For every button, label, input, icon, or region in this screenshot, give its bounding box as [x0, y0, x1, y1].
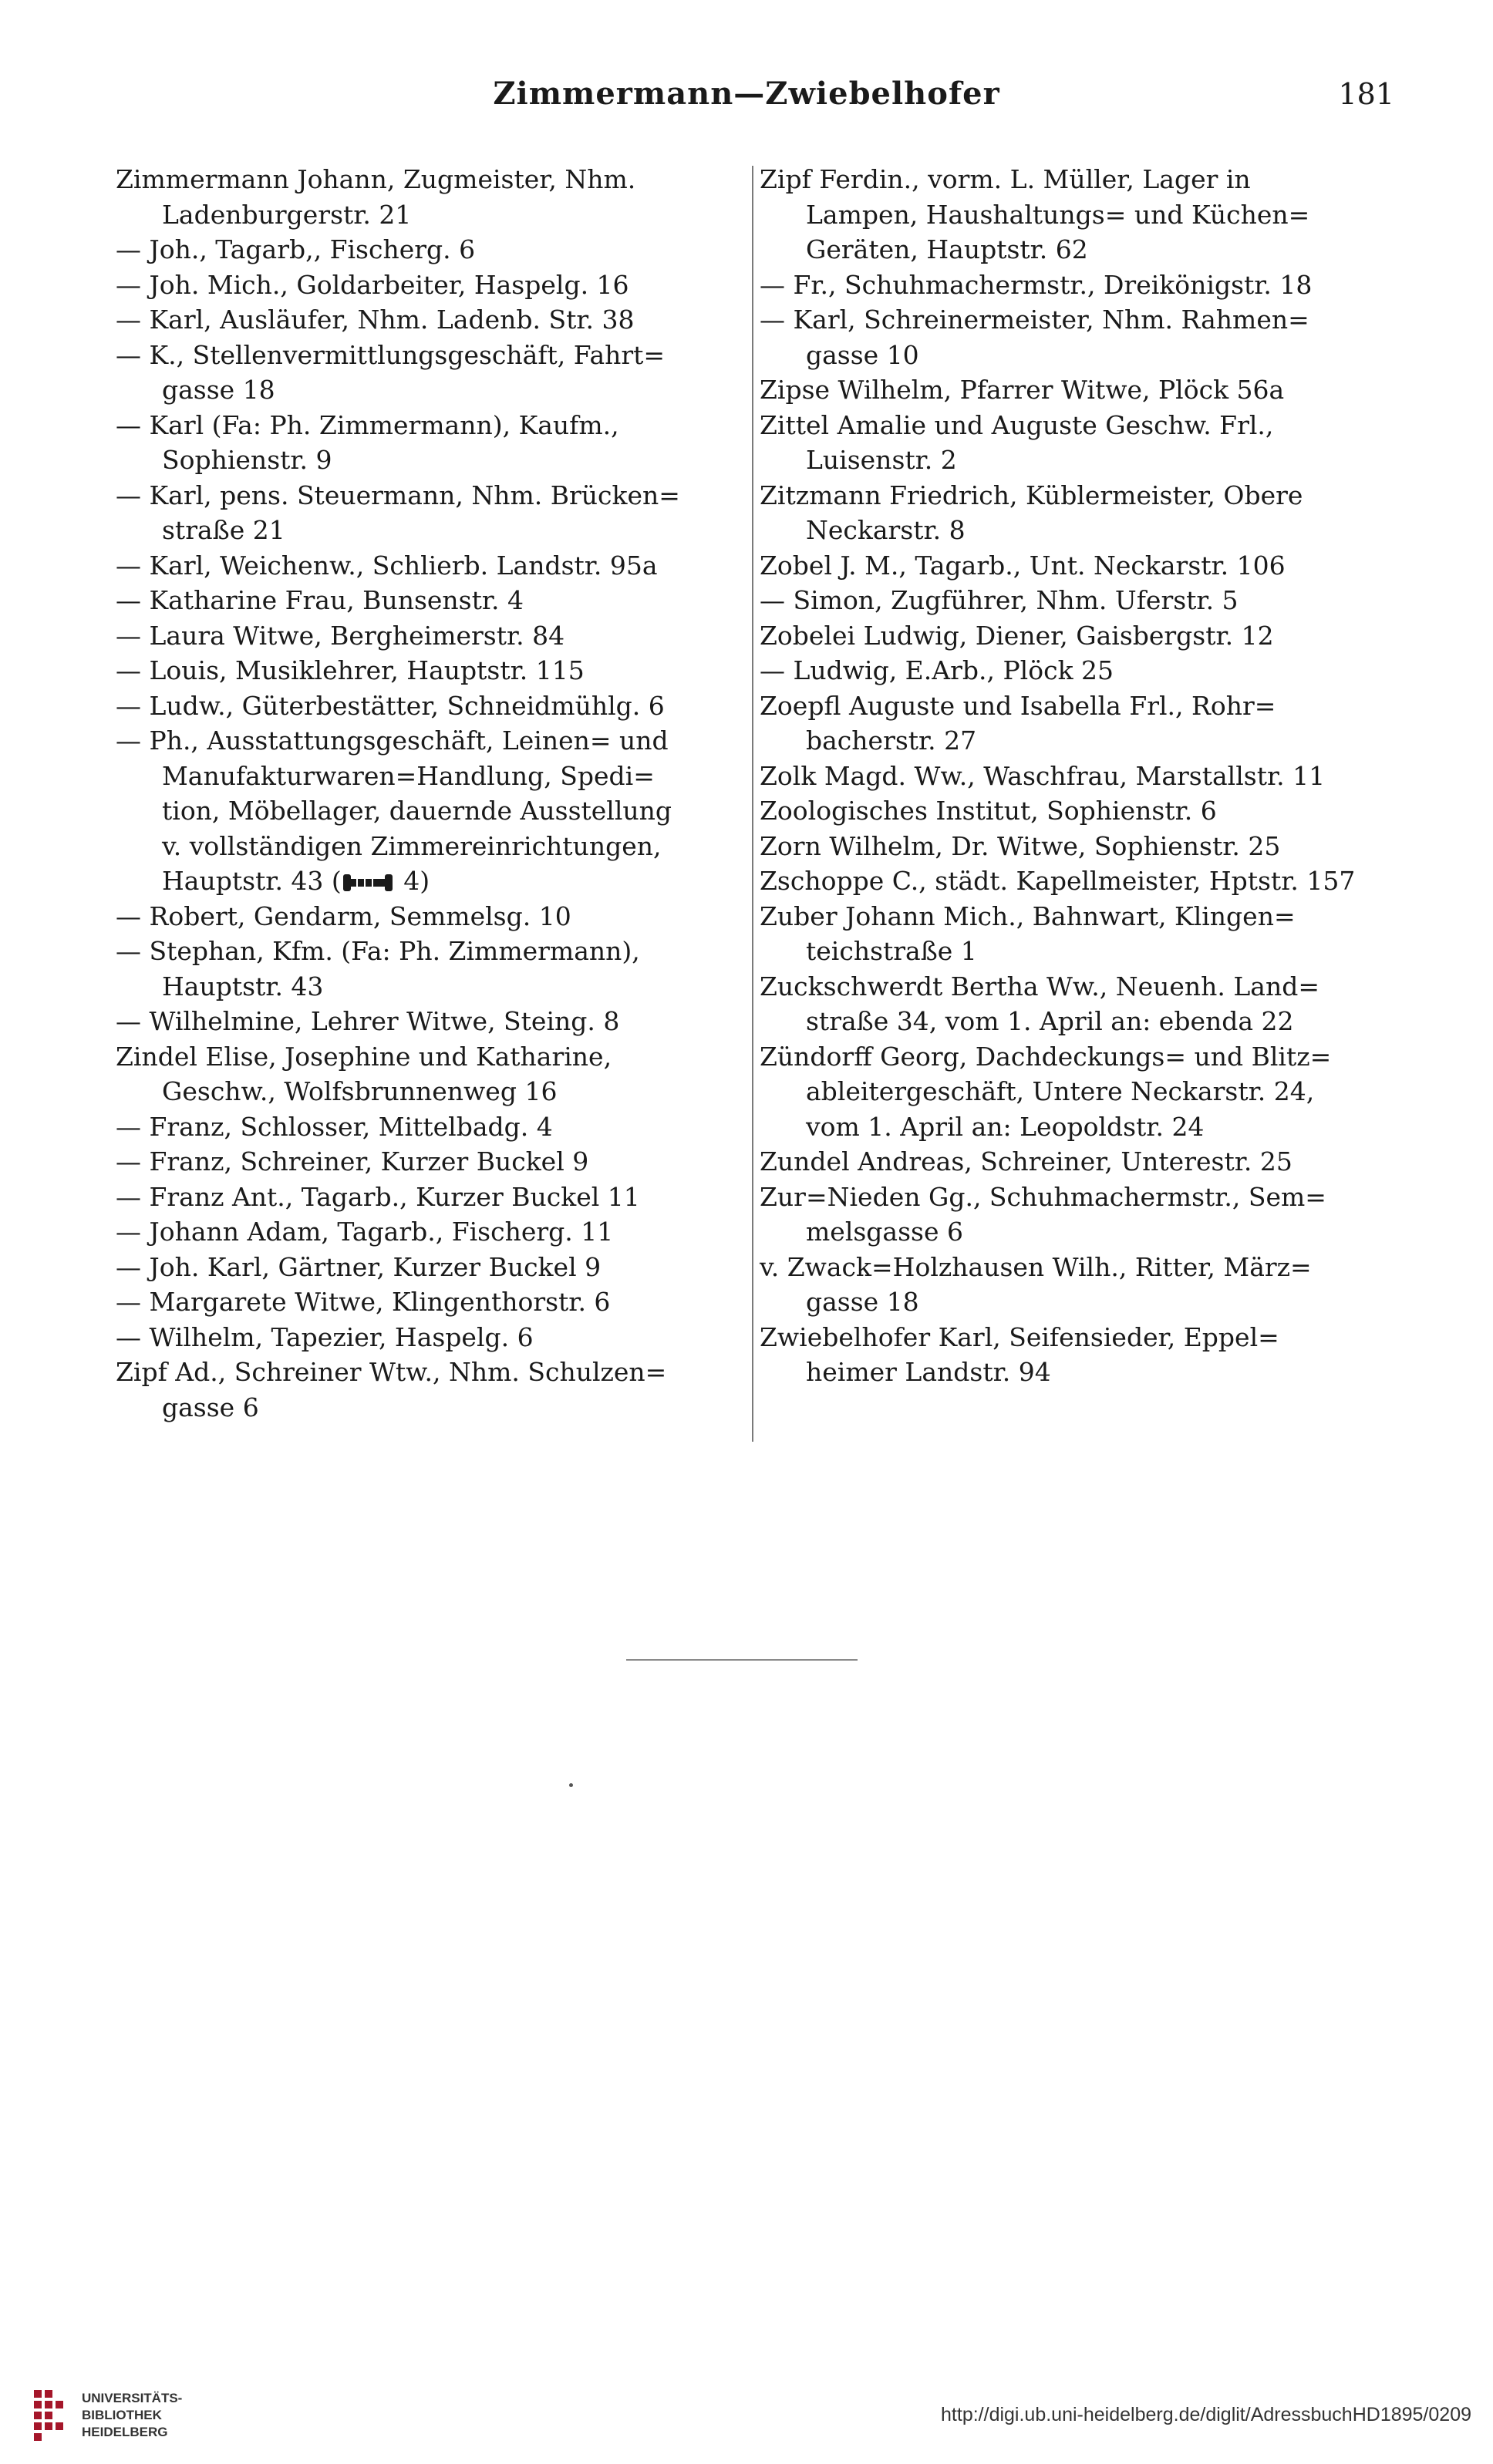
- directory-entry: — Karl (Fa: Ph. Zimmermann), Kaufm.,: [116, 409, 619, 440]
- directory-entry: — Margarete Witwe, Klingenthorstr. 6: [116, 1287, 611, 1317]
- directory-entry: melsgasse 6: [806, 1217, 963, 1247]
- directory-entry: Zipse Wilhelm, Pfarrer Witwe, Plöck 56a: [760, 375, 1285, 405]
- directory-entry: bacherstr. 27: [806, 725, 977, 756]
- directory-entry: Zundel Andreas, Schreiner, Unterestr. 25: [760, 1146, 1292, 1176]
- directory-entry: v. vollständigen Zimmereinrichtungen,: [162, 830, 662, 861]
- directory-entry: — Stephan, Kfm. (Fa: Ph. Zimmermann),: [116, 936, 640, 966]
- directory-entry: Zindel Elise, Josephine und Katharine,: [116, 1041, 612, 1072]
- directory-entry: — Katharine Frau, Bunsenstr. 4: [116, 585, 524, 615]
- right-column: [760, 162, 1392, 1390]
- directory-entry: Zwiebelhofer Karl, Seifensieder, Eppel=: [760, 1321, 1279, 1352]
- column-divider: [752, 166, 753, 1442]
- directory-entry: — Simon, Zugführer, Nhm. Uferstr. 5: [760, 585, 1239, 615]
- directory-entry: Zoologisches Institut, Sophienstr. 6: [760, 796, 1217, 826]
- directory-entry: ableitergeschäft, Untere Neckarstr. 24,: [806, 1076, 1315, 1106]
- directory-entry: — Laura Witwe, Bergheimerstr. 84: [116, 620, 565, 651]
- entry-text: Hauptstr. 43 (: [162, 866, 342, 896]
- ink-speck: [569, 1783, 573, 1787]
- directory-entry: Zur=Nieden Gg., Schuhmachermstr., Sem=: [760, 1181, 1326, 1212]
- directory-entry: — Joh. Mich., Goldarbeiter, Haspelg. 16: [116, 269, 629, 300]
- directory-entry: gasse 10: [806, 339, 919, 370]
- footer-rule: [626, 1659, 858, 1661]
- directory-entry: — Robert, Gendarm, Semmelsg. 10: [116, 900, 571, 931]
- directory-entry: Neckarstr. 8: [806, 515, 966, 545]
- directory-entry: — Karl, Ausläufer, Nhm. Ladenb. Str. 38: [116, 305, 635, 335]
- directory-entry: Hauptstr. 43: [162, 971, 324, 1001]
- directory-entry: Lampen, Haushaltungs= und Küchen=: [806, 199, 1310, 230]
- directory-entry: — Wilhelmine, Lehrer Witwe, Steing. 8: [116, 1006, 620, 1036]
- directory-entry: Zschoppe C., städt. Kapellmeister, Hptstr. 157: [760, 866, 1356, 896]
- directory-entry: — Johann Adam, Tagarb., Fischerg. 11: [116, 1217, 614, 1247]
- directory-entry: — Ph., Ausstattungsgeschäft, Leinen= und: [116, 725, 669, 756]
- directory-entry: Zorn Wilhelm, Dr. Witwe, Sophienstr. 25: [760, 830, 1281, 861]
- directory-entry: — Wilhelm, Tapezier, Haspelg. 6: [116, 1321, 534, 1352]
- source-url-link[interactable]: http://digi.ub.uni-heidelberg.de/diglit/AdressbuchHD1895/0209: [941, 2404, 1471, 2425]
- directory-entry: — Franz Ant., Tagarb., Kurzer Buckel 11: [116, 1181, 640, 1212]
- directory-entry: — Franz, Schlosser, Mittelbadg. 4: [116, 1111, 553, 1142]
- directory-entry: Zuckschwerdt Bertha Ww., Neuenh. Land=: [760, 971, 1319, 1001]
- directory-entry: — Franz, Schreiner, Kurzer Buckel 9: [116, 1146, 589, 1176]
- directory-entry: — Ludwig, E.Arb., Plöck 25: [760, 655, 1114, 685]
- directory-entry: Zipf Ferdin., vorm. L. Müller, Lager in: [760, 164, 1251, 194]
- directory-entry: — Karl, Schreinermeister, Nhm. Rahmen=: [760, 305, 1309, 335]
- directory-entry-phone: [116, 863, 748, 899]
- directory-entry: gasse 18: [162, 375, 275, 405]
- directory-entry: Geschw., Wolfsbrunnenweg 16: [162, 1076, 558, 1106]
- directory-entry: Luisenstr. 2: [806, 445, 957, 475]
- directory-entry: Zittel Amalie und Auguste Geschw. Frl.,: [760, 409, 1274, 440]
- directory-entry: gasse 6: [162, 1392, 259, 1422]
- directory-entry: Ladenburgerstr. 21: [162, 199, 412, 230]
- directory-entry: teichstraße 1: [806, 936, 977, 966]
- directory-entry: Zolk Magd. Ww., Waschfrau, Marstallstr. 11: [760, 760, 1326, 791]
- directory-entry: — Karl, pens. Steuermann, Nhm. Brücken=: [116, 480, 680, 510]
- directory-entry: — Joh., Tagarb,, Fischerg. 6: [116, 234, 476, 264]
- directory-entry: Zobel J. M., Tagarb., Unt. Neckarstr. 106: [760, 550, 1286, 581]
- directory-entry: — Joh. Karl, Gärtner, Kurzer Buckel 9: [116, 1251, 602, 1282]
- directory-entry: straße 21: [162, 515, 285, 545]
- telephone-icon: [342, 871, 396, 894]
- directory-entry: — Fr., Schuhmachermstr., Dreikönigstr. 18: [760, 269, 1313, 300]
- directory-entry: Zuber Johann Mich., Bahnwart, Klingen=: [760, 900, 1296, 931]
- running-title: Zimmermann—Zwiebelhofer: [493, 76, 1000, 112]
- page-header: [0, 71, 1493, 117]
- page-number: 181: [1338, 77, 1394, 111]
- library-logo[interactable]: [31, 2382, 216, 2452]
- library-name-line: HEIDELBERG: [82, 2425, 168, 2439]
- directory-entry: — K., Stellenvermittlungsgeschäft, Fahrt=: [116, 339, 666, 370]
- library-seal-icon: [31, 2387, 74, 2445]
- library-name: [82, 2390, 182, 2441]
- entry-text-suffix: 4): [395, 866, 430, 896]
- directory-entry: Sophienstr. 9: [162, 445, 332, 475]
- directory-entry: Zündorff Georg, Dachdeckungs= und Blitz=: [760, 1041, 1332, 1072]
- directory-entry: Manufakturwaren=Handlung, Spedi=: [162, 760, 655, 791]
- library-name-line: BIBLIOTHEK: [82, 2408, 162, 2422]
- directory-entry: Geräten, Hauptstr. 62: [806, 234, 1088, 264]
- directory-entry: Zitzmann Friedrich, Küblermeister, Obere: [760, 480, 1303, 510]
- directory-entry: — Louis, Musiklehrer, Hauptstr. 115: [116, 655, 585, 685]
- directory-entry: — Karl, Weichenw., Schlierb. Landstr. 95a: [116, 550, 658, 581]
- directory-entry: Zipf Ad., Schreiner Wtw., Nhm. Schulzen=: [116, 1357, 667, 1387]
- directory-entry: v. Zwack=Holzhausen Wilh., Ritter, März=: [760, 1251, 1312, 1282]
- library-name-line: UNIVERSITÄTS-: [82, 2391, 183, 2405]
- directory-entry: Zimmermann Johann, Zugmeister, Nhm.: [116, 164, 636, 194]
- directory-entry: — Ludw., Güterbestätter, Schneidmühlg. 6: [116, 690, 665, 721]
- directory-entry: Zoepfl Auguste und Isabella Frl., Rohr=: [760, 690, 1276, 721]
- directory-entry: gasse 18: [806, 1287, 919, 1317]
- left-column: [116, 162, 748, 1425]
- directory-entry: Zobelei Ludwig, Diener, Gaisbergstr. 12: [760, 620, 1274, 651]
- directory-entry: vom 1. April an: Leopoldstr. 24: [806, 1111, 1205, 1142]
- directory-entry: straße 34, vom 1. April an: ebenda 22: [806, 1006, 1294, 1036]
- directory-entry: heimer Landstr. 94: [806, 1357, 1051, 1387]
- directory-entry: tion, Möbellager, dauernde Ausstellung: [162, 796, 672, 826]
